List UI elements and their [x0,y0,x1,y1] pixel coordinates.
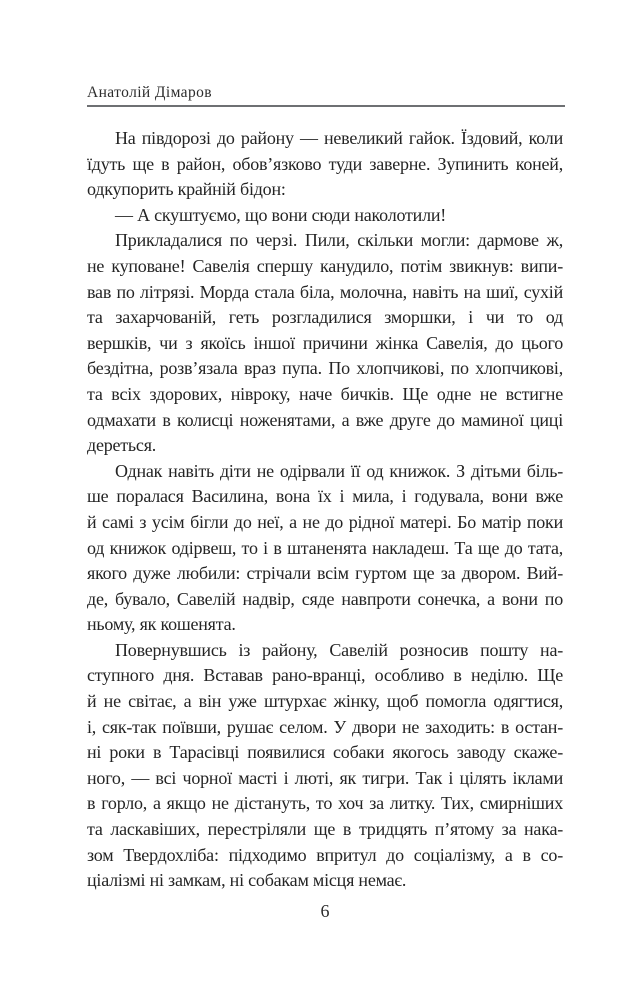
text-line: ціалізмі ні замкам, ні собакам місця немає. [87,870,407,891]
running-header [87,84,565,102]
text-line: та ласкавіших, перестріляли ще в тридцять п’ятому за нака- [87,819,563,840]
text-line: не куповане! Савелія спершу канудило, потім звикнув: випи- [87,255,563,276]
text-line: якого дуже любили: стрічали всім гуртом ще за двором. Вий- [87,563,563,584]
paragraph [87,638,563,894]
text-line: Повернувшись із району, Савелій розносив пошту на- [115,639,563,660]
paragraph [87,126,563,203]
text-line: їдуть ще в район, обов’язково туди заверне. Зупинить коней, [87,153,563,174]
header-rule [87,105,565,107]
text-line: ступного дня. Вставав рано-вранці, особливо в неділю. Ще [87,665,563,686]
page-number: 6 [320,901,330,921]
text-line: де, бувало, Савелій надвір, сяде навпроти сонечка, а вони по [87,588,563,609]
text-line: одмахати в колисці ноженятами, а вже друге до маминої циці [87,409,563,430]
text-line: ньому, як кошенята. [87,614,236,635]
paragraph [87,228,563,458]
text-line: — А скуштуємо, що вони сюди наколотили! [115,204,447,225]
text-line: та захарчованій, геть розгладилися зморшки, і чи то од [87,307,563,328]
author-name: Анатолій Дімаров [87,84,212,101]
text-line: і, сяк-так поївши, рушає селом. У двори не заходить: в остан- [87,716,563,737]
text-line: вав по літрязі. Морда стала біла, молочна, навіть на шиї, сухій [87,281,563,302]
text-line: бездітна, розв’язала враз пупа. По хлопчикові, по хлопчикові, [87,358,563,379]
text-line: од книжок одірвеш, то і в штаненята накладеш. Та ще до тата, [87,537,563,558]
text-line: ні роки в Тарасівці появилися собаки якогось заводу скаже- [87,742,563,763]
paragraph [87,203,563,229]
text-block [87,126,563,894]
text-line: й самі з усім бігли до неї, а не до рідної матері. Бо матір поки [87,511,563,532]
text-line: й не світає, а він уже штурхає жінку, щоб помогла одягтися, [87,691,563,712]
text-line: На півдорозі до району — невеликий гайок. Їздовий, коли [115,128,563,148]
text-line: та всіх здорових, нівроку, наче бичків. Ще одне не встигне [87,383,563,404]
text-line: одкупорить крайній бідон: [87,179,286,200]
text-line: Однак навіть діти не одірвали її од книжок. З дітьми біль- [115,460,563,481]
text-line: Прикладалися по черзі. Пили, скільки могли: дармове ж, [115,230,563,251]
text-line: в горло, а якщо не дістануть, то хоч за литку. Тих, смирніших [87,793,563,814]
page-footer [87,901,563,922]
text-line: ного, — всі чорної масті і люті, як тигри. Так і цілять іклами [87,767,563,788]
paragraph [87,459,563,638]
text-line: вершків, чи з якоїсь іншої причини жінка Савелія, до цього [87,332,563,353]
text-line: ше поралася Василина, вона їх і мила, і годувала, вони вже [87,486,563,507]
text-line: дереться. [87,435,157,456]
text-line: зом Твердохліба: підходимо впритул до соціалізму, а в со- [87,844,563,865]
